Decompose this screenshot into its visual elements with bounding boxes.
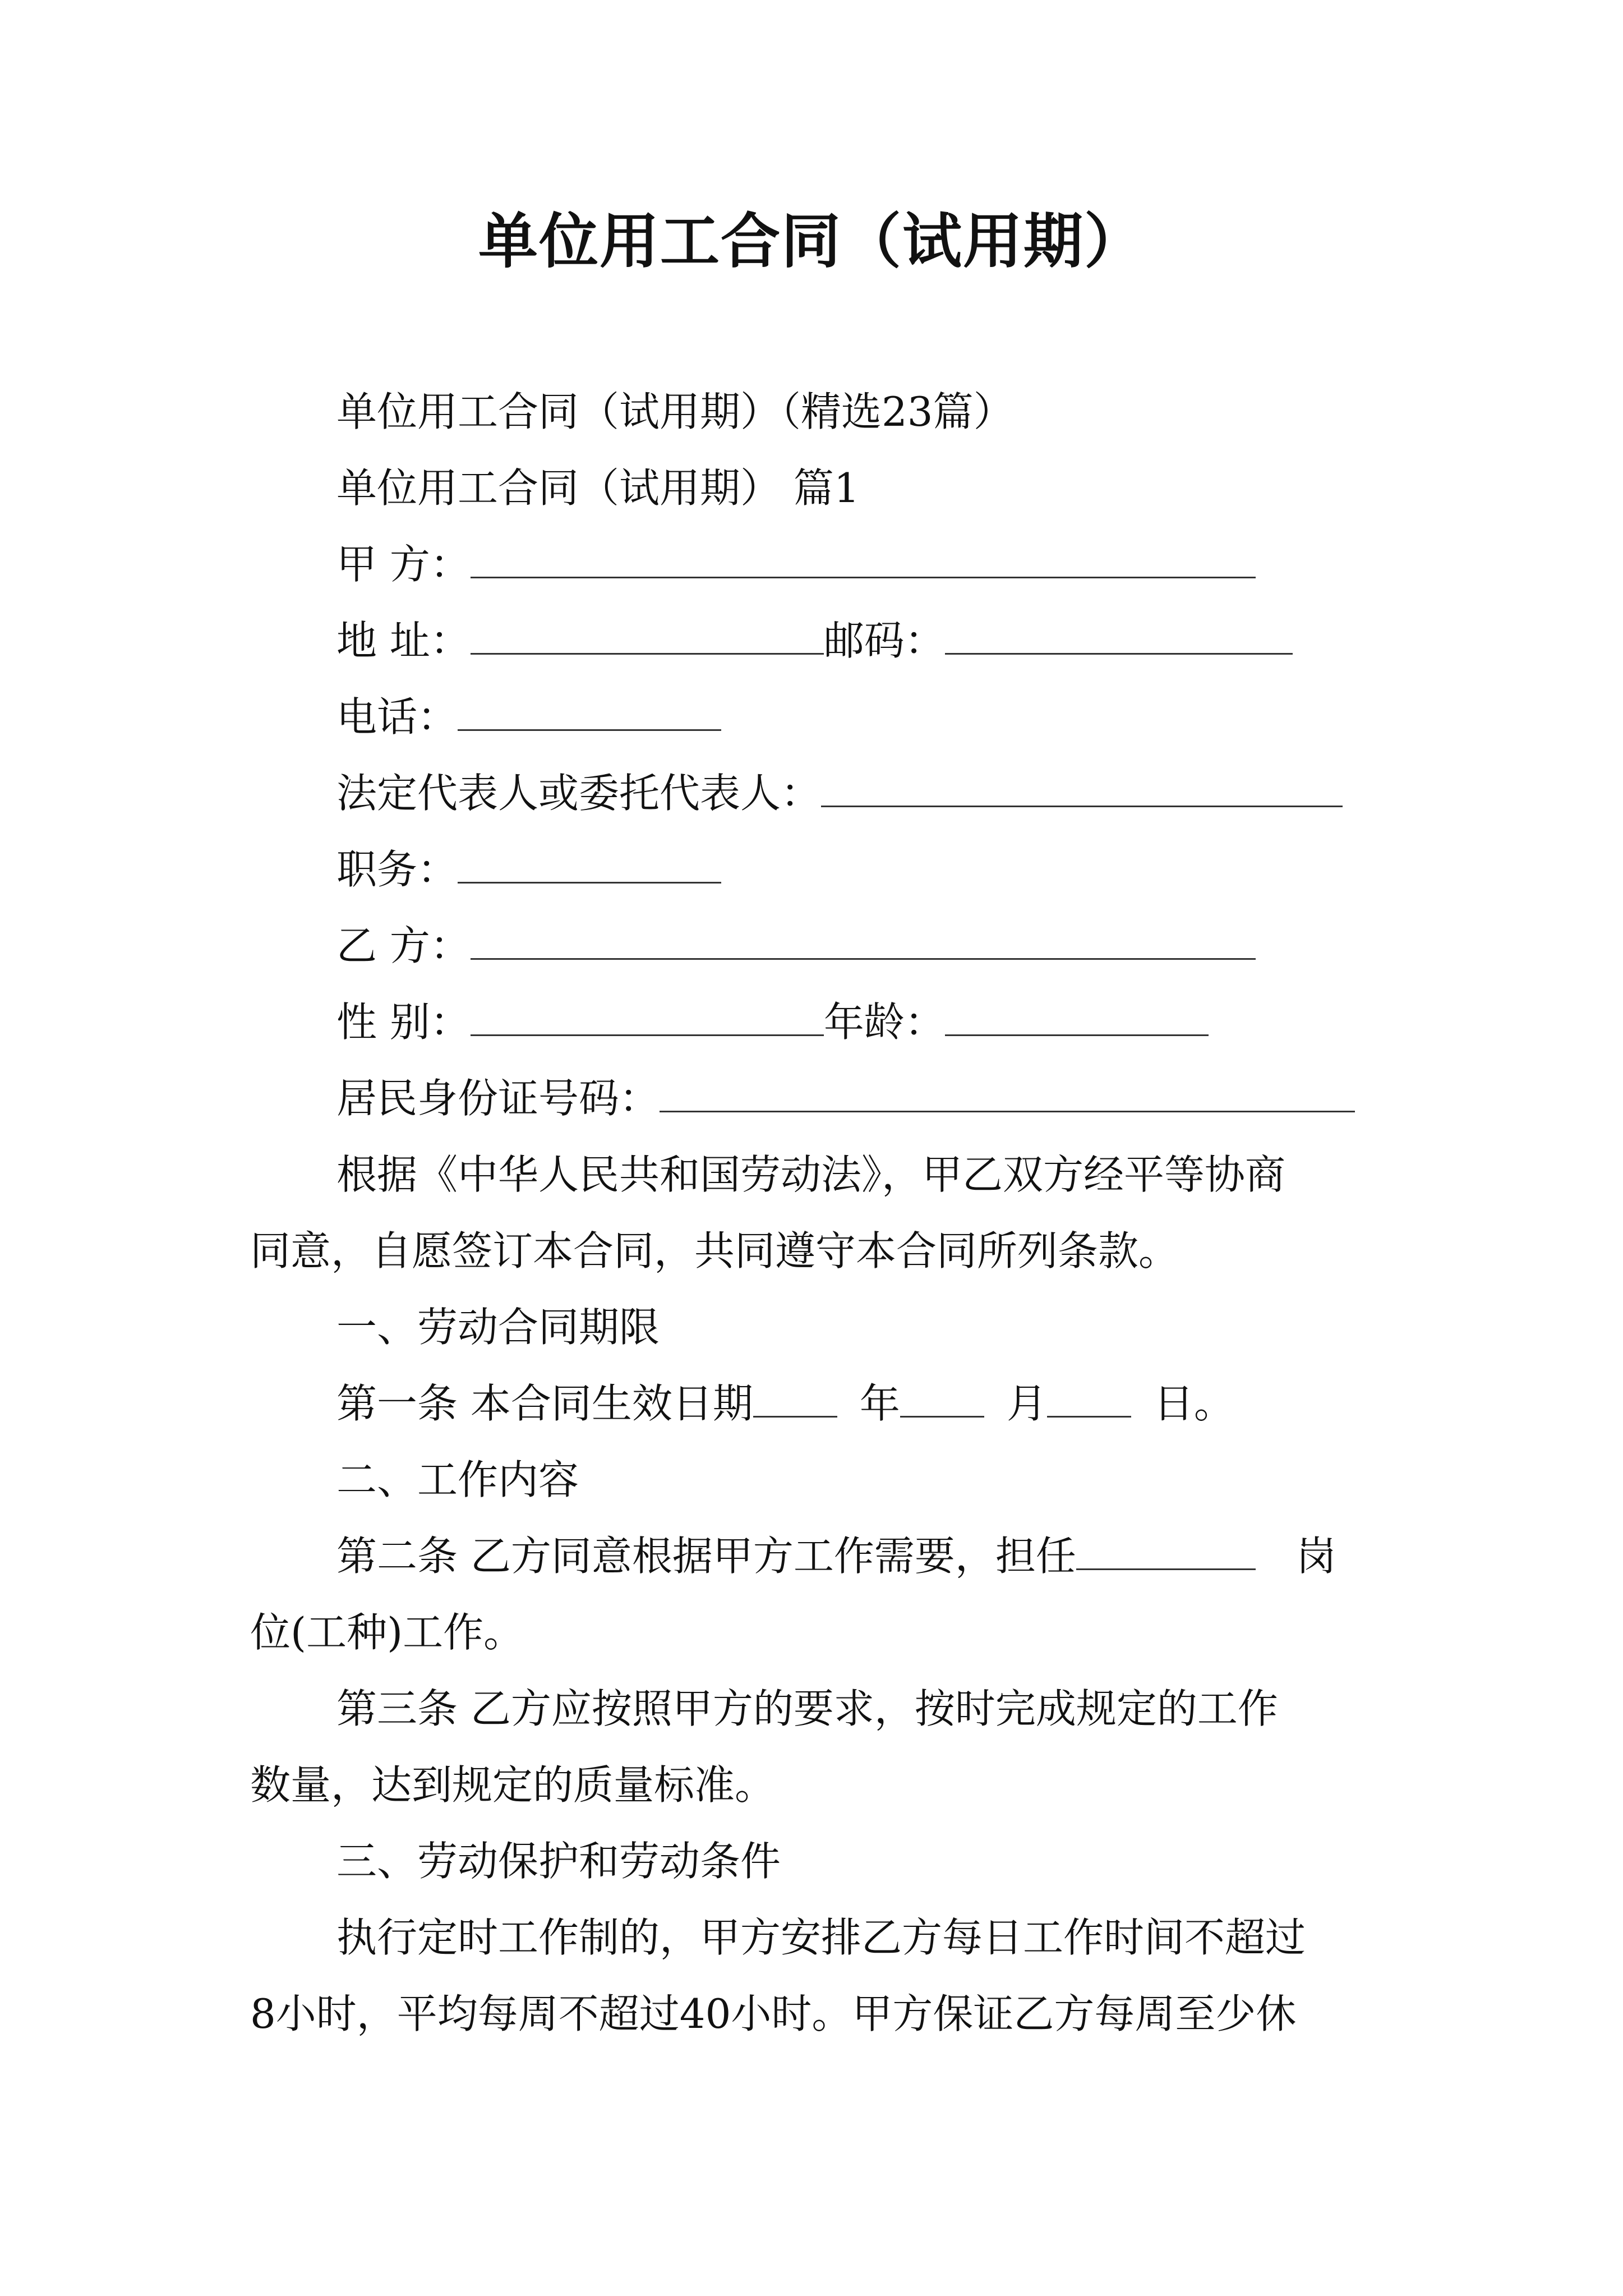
section-3-line-2: 8小时，平均每周不超过40小时。甲方保证乙方每周至少休 [250, 1990, 1297, 2037]
id-number-blank[interactable] [660, 1074, 1355, 1112]
position-blank[interactable] [458, 845, 721, 884]
article-3-line-1: 第三条 乙方应按照甲方的要求，按时完成规定的工作 [336, 1685, 1278, 1732]
document-subtitle: 单位用工合同（试用期）（精选23篇） [336, 388, 1014, 435]
year-blank[interactable] [753, 1379, 837, 1418]
position-label: 职务： [336, 846, 458, 893]
party-b-blank[interactable] [471, 921, 1256, 960]
gender-blank[interactable] [471, 997, 824, 1036]
section-3-line-1: 执行定时工作制的，甲方安排乙方每日工作时间不超过 [336, 1914, 1306, 1961]
section-heading: 单位用工合同（试用期） 篇1 [336, 464, 860, 512]
article-2-row [336, 1528, 1336, 1584]
party-a-label: 甲 方： [336, 541, 471, 588]
address-label: 地 址： [336, 617, 471, 664]
section-1-heading: 一、劳动合同期限 [336, 1304, 660, 1351]
gender-label: 性 别： [336, 999, 471, 1046]
id-number-label: 居民身份证号码： [336, 1075, 660, 1122]
document-title: 单位用工合同（试用期） [478, 206, 1145, 276]
party-b-row [336, 918, 1256, 974]
party-b-label: 乙 方： [336, 922, 471, 969]
phone-blank[interactable] [458, 692, 721, 731]
month-blank[interactable] [900, 1379, 984, 1418]
phone-label: 电话： [336, 693, 458, 740]
phone-row [336, 689, 721, 745]
article-1-row [336, 1375, 1234, 1432]
party-a-blank[interactable] [471, 540, 1256, 578]
id-number-row [336, 1070, 1355, 1126]
party-a-row [336, 536, 1256, 592]
address-blank[interactable] [471, 616, 824, 655]
gender-age-row [336, 994, 1209, 1050]
article-1-text: 第一条 本合同生效日期 [336, 1380, 753, 1427]
position-row [336, 841, 721, 898]
intro-line-1: 根据《中华人民共和国劳动法》，甲乙双方经平等协商 [336, 1151, 1286, 1198]
legal-rep-row [336, 765, 1343, 821]
article-2-suffix: 岗 [1295, 1533, 1336, 1580]
day-label: 日。 [1153, 1380, 1234, 1427]
age-blank[interactable] [945, 997, 1209, 1036]
address-row [336, 613, 1293, 669]
legal-rep-label: 法定代表人或委托代表人： [336, 770, 822, 817]
article-3-line-2: 数量，达到规定的质量标准。 [250, 1761, 776, 1809]
day-blank[interactable] [1047, 1379, 1131, 1418]
legal-rep-blank[interactable] [821, 769, 1343, 807]
section-2-heading: 二、工作内容 [336, 1456, 579, 1503]
year-label: 年 [859, 1380, 900, 1427]
job-title-blank[interactable] [1076, 1531, 1256, 1570]
age-label: 年龄： [823, 999, 945, 1046]
article-2-line-2: 位(工种)工作。 [250, 1609, 524, 1656]
postcode-blank[interactable] [945, 616, 1293, 655]
section-3-heading: 三、劳动保护和劳动条件 [336, 1838, 781, 1885]
postcode-label: 邮码： [823, 617, 945, 664]
month-label: 月 [1006, 1380, 1047, 1427]
intro-line-2: 同意，自愿签订本合同，共同遵守本合同所列条款。 [250, 1227, 1179, 1274]
article-2-text: 第二条 乙方同意根据甲方工作需要，担任 [336, 1533, 1076, 1580]
